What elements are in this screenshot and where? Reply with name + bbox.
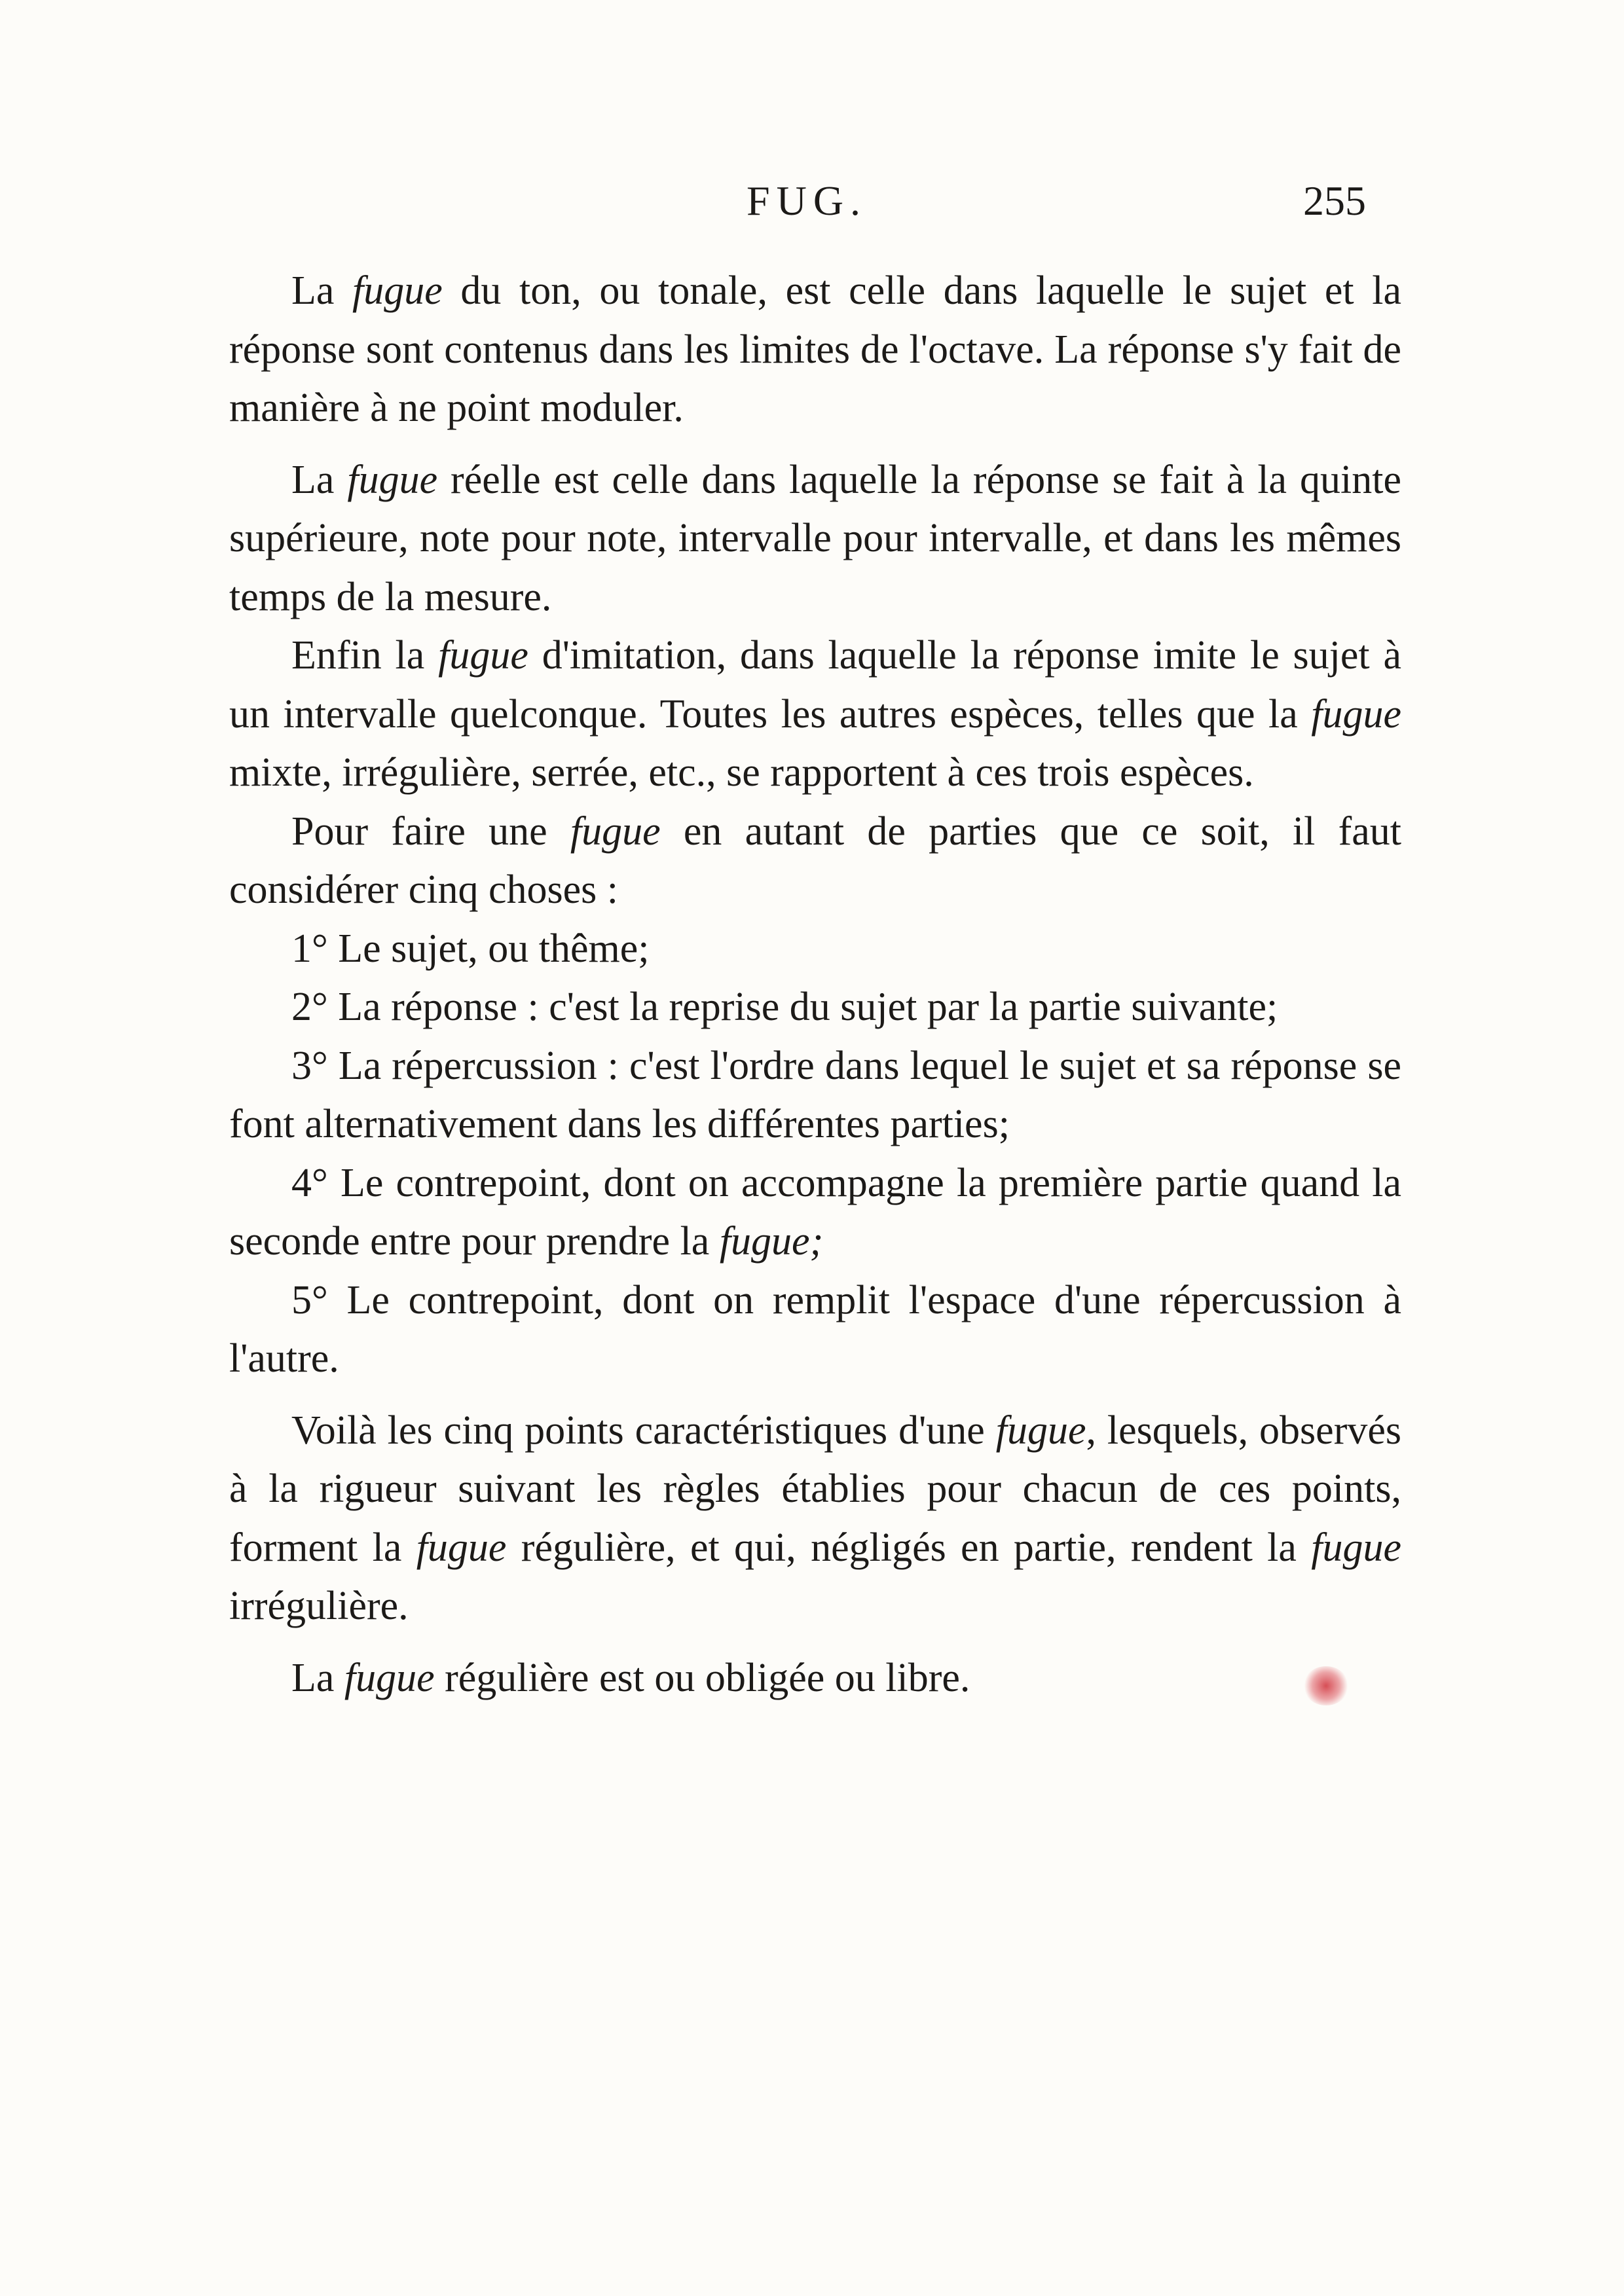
text-segment: d'imitation, dans laquelle la réponse imite le sujet à un intervalle quelconque. Toutes les autres espèces, telles que la <box>229 633 1401 737</box>
italic-term: fugue <box>570 809 661 854</box>
text-segment: en autant de parties que ce soit, il faut considérer cinq choses : <box>229 809 1402 912</box>
body-text <box>229 262 1401 1707</box>
italic-term: fugue <box>438 633 528 678</box>
italic-term: fugue <box>347 457 438 502</box>
paragraph <box>229 1649 1401 1708</box>
text-segment: Enfin la <box>291 633 439 678</box>
italic-term: fugue <box>416 1525 507 1570</box>
italic-term: fugue <box>1311 1525 1401 1570</box>
page-header <box>0 177 1624 229</box>
italic-term: fugue <box>344 1655 435 1700</box>
list-item <box>229 1037 1401 1154</box>
list-item <box>229 978 1401 1037</box>
text-segment: Voilà les cinq points caractéristiques d'une <box>291 1408 996 1453</box>
text-segment: La <box>291 1655 344 1700</box>
text-segment: réelle est celle dans laquelle la réponse se fait à la quinte supérieure, note pour note, intervalle pour intervalle, et dans les mêmes temps de la mesure. <box>229 457 1401 619</box>
paragraph <box>229 451 1401 627</box>
ink-stain <box>1303 1666 1349 1705</box>
text-segment: 3° La répercussion : c'est l'ordre dans lequel le sujet et sa réponse se font alternativement dans les différentes parties; <box>229 1043 1401 1146</box>
italic-term: fugue <box>352 268 443 313</box>
text-segment: régulière, et qui, négligés en partie, rendent la <box>506 1525 1312 1570</box>
text-segment: régulière est ou obligée ou libre. <box>434 1655 970 1700</box>
page-number: 255 <box>1303 177 1366 224</box>
text-segment: Pour faire une <box>291 809 570 854</box>
text-segment: 4° Le contrepoint, dont on accompagne la première partie quand la seconde entre pour prendre la <box>229 1160 1401 1264</box>
text-segment: 2° La réponse : c'est la reprise du sujet par la partie suivante; <box>291 985 1278 1029</box>
text-segment: , lesquels, observés à la rigueur suivant les règles établies pour chacun de ces points, forment la <box>229 1408 1401 1570</box>
running-head: FUG. <box>747 177 868 224</box>
text-segment: La <box>291 268 353 313</box>
text-segment: 1° Le sujet, ou thême; <box>291 926 650 971</box>
text-segment: du ton, ou tonale, est celle dans laquelle le sujet et la réponse sont contenus dans les limites de l'octave. La réponse s'y fait de manière à ne point moduler. <box>229 268 1401 430</box>
paragraph <box>229 803 1401 920</box>
italic-term: fugue <box>1311 691 1401 737</box>
text-segment: La <box>291 457 348 502</box>
text-segment: 5° Le contrepoint, dont on remplit l'espace d'une répercussion à l'autre. <box>229 1277 1401 1381</box>
list-item <box>229 920 1401 979</box>
paragraph <box>229 1402 1401 1636</box>
list-item <box>229 1271 1401 1389</box>
list-item <box>229 1154 1401 1271</box>
paragraph <box>229 627 1401 803</box>
text-segment: mixte, irrégulière, serrée, etc., se rapportent à ces trois espèces. <box>229 750 1254 795</box>
text-segment: irrégulière. <box>229 1584 409 1628</box>
italic-term: fugue <box>995 1408 1086 1453</box>
italic-term: fugue; <box>719 1219 824 1264</box>
paragraph <box>229 262 1401 438</box>
